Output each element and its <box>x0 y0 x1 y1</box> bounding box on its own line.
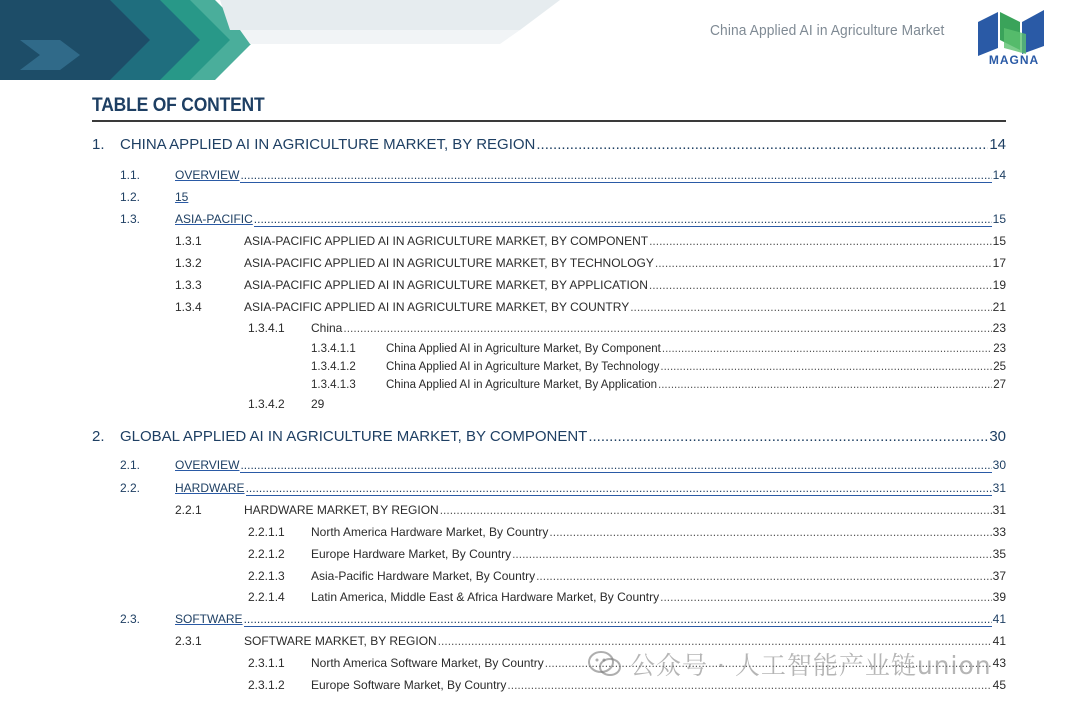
toc-entry-level-4[interactable] <box>248 569 1006 587</box>
toc-page-number: 39 <box>992 590 1006 604</box>
toc-entry-level-1[interactable] <box>92 428 1006 450</box>
toc-page-number: 17 <box>992 256 1006 270</box>
toc-entry-number: 2.2. <box>120 481 141 495</box>
toc-entry-label: ASIA-PACIFIC APPLIED AI IN AGRICULTURE MARKET, BY COMPONENT <box>244 234 649 248</box>
toc-page-number: 21 <box>992 300 1006 314</box>
toc-entry-label: ASIA-PACIFIC APPLIED AI IN AGRICULTURE MARKET, BY TECHNOLOGY <box>244 256 654 270</box>
toc-leader-dots <box>655 256 992 270</box>
toc-page-number: 15 <box>992 234 1006 248</box>
toc-entry-level-3[interactable] <box>175 234 1006 252</box>
toc-entry-number: 1.3.3 <box>175 278 202 292</box>
toc-entry-label: China Applied AI in Agriculture Market, By Component <box>386 343 661 355</box>
toc-page-number: 45 <box>992 678 1006 692</box>
toc-entry-level-4[interactable] <box>248 547 1006 565</box>
toc-page-number: 23 <box>992 321 1006 335</box>
toc-leader-dots <box>536 569 992 583</box>
toc-leader-dots <box>660 361 992 373</box>
toc-entry-number: 1.3.1 <box>175 234 202 248</box>
toc-entry-number: 1. <box>92 136 105 153</box>
toc-entry-number: 1.1. <box>120 168 141 182</box>
toc-entry-label: Europe Software Market, By Country <box>311 678 507 692</box>
toc-leader-dots <box>343 321 991 335</box>
toc-page-number: 37 <box>992 569 1006 583</box>
toc-entry-level-3[interactable] <box>175 503 1006 521</box>
toc-leader-dots <box>588 428 988 445</box>
toc-entry-number: 1.3.4.1.1 <box>311 343 356 355</box>
toc-entry-number: 1.2. <box>120 190 141 204</box>
toc-entry-label: China <box>311 321 343 335</box>
toc-entry-number: 2.1. <box>120 458 141 472</box>
toc-entry-number: 2.3.1.1 <box>248 656 285 670</box>
toc-entry-label: HARDWARE <box>175 481 245 495</box>
toc-entry-level-2[interactable] <box>120 481 1006 499</box>
toc-divider <box>92 120 1006 122</box>
header-banner <box>0 0 600 80</box>
toc-page-number: 23 <box>993 343 1006 355</box>
toc-page-number: 41 <box>992 634 1006 648</box>
toc-leader-dots <box>649 278 992 292</box>
toc-page-number: 35 <box>992 547 1006 561</box>
toc-leader-dots <box>660 590 992 604</box>
toc-leader-dots <box>549 525 991 539</box>
toc-page-number: 43 <box>992 656 1006 670</box>
toc-entry-level-3[interactable] <box>175 278 1006 296</box>
toc-entry-label: SOFTWARE MARKET, BY REGION <box>244 634 437 648</box>
toc-entry-label: Europe Hardware Market, By Country <box>311 547 512 561</box>
toc-page-number: 30 <box>992 458 1006 472</box>
toc-entry-level-3[interactable] <box>175 300 1006 318</box>
wechat-icon <box>588 650 622 678</box>
toc-entry-number: 1.3.4.2 <box>248 397 285 411</box>
toc-entry-level-4[interactable] <box>248 525 1006 543</box>
toc-entry-number: 2.2.1.2 <box>248 547 285 561</box>
toc-entry-level-5[interactable] <box>311 361 1006 377</box>
logo-text: MAGNA <box>988 53 1040 67</box>
toc-entry-number: 1.3.4 <box>175 300 202 314</box>
toc-page-number: 19 <box>992 278 1006 292</box>
toc-page-number: 33 <box>992 525 1006 539</box>
toc-entry-number: 1.3.4.1.3 <box>311 379 356 391</box>
toc-page-number: 14 <box>992 168 1006 182</box>
toc-leader-dots <box>536 136 988 153</box>
toc-entry-label: SOFTWARE <box>175 612 243 626</box>
watermark <box>588 646 992 682</box>
toc-leader-dots <box>240 458 991 473</box>
toc-page-number: 41 <box>992 612 1006 626</box>
toc-entry-label: OVERVIEW <box>175 168 240 182</box>
toc-entry-label: North America Hardware Market, By Country <box>311 525 549 539</box>
toc-entry-number: 1.3.2 <box>175 256 202 270</box>
toc-page-number: 30 <box>989 428 1006 445</box>
toc-leader-dots <box>440 503 992 517</box>
toc-entry-number: 2.2.1.4 <box>248 590 285 604</box>
toc-entry-level-2[interactable] <box>120 168 1006 186</box>
toc-entry-level-5[interactable] <box>311 379 1006 395</box>
toc-entry-label: ASIA-PACIFIC APPLIED AI IN AGRICULTURE MARKET, BY APPLICATION <box>244 278 648 292</box>
toc-entry-number: 2.3.1 <box>175 634 202 648</box>
toc-leader-dots <box>244 612 992 627</box>
toc-entry-label: HARDWARE MARKET, BY REGION <box>244 503 439 517</box>
toc-entry-label: ASIA-PACIFIC <box>175 212 253 226</box>
toc-entry-label: Asia-Pacific Hardware Market, By Country <box>311 569 536 583</box>
toc-leader-dots <box>240 168 991 183</box>
toc-entry-label: China Applied AI in Agriculture Market, By Application <box>386 379 658 391</box>
toc-leader-dots <box>649 234 992 248</box>
toc-entry-number: 1.3.4.1.2 <box>311 361 356 373</box>
toc-entry-level-5[interactable] <box>311 343 1006 359</box>
toc-entry-number: 2.2.1 <box>175 503 202 517</box>
toc-entry-number: 2.3. <box>120 612 141 626</box>
toc-heading: TABLE OF CONTENT <box>92 95 265 116</box>
toc-entry-label: ASIA-PACIFIC APPLIED AI IN AGRICULTURE MARKET, BY COUNTRY <box>244 300 630 314</box>
toc-leader-dots <box>658 379 992 391</box>
toc-leader-dots <box>662 343 992 355</box>
toc-page-number: 14 <box>989 136 1006 153</box>
toc-leader-dots <box>512 547 992 561</box>
toc-entry-label: Latin America, Middle East & Africa Hardware Market, By Country <box>311 590 660 604</box>
toc-entry-number: 2.3.1.2 <box>248 678 285 692</box>
toc-entry-number: 1.3. <box>120 212 141 226</box>
toc-entry-level-4[interactable] <box>248 397 1006 415</box>
toc-leader-dots <box>246 481 992 496</box>
toc-entry-number: 2.2.1.3 <box>248 569 285 583</box>
toc-page-number: 31 <box>992 503 1006 517</box>
toc-entry-label: North America Software Market, By Country <box>311 656 544 670</box>
toc-entry-level-3[interactable] <box>175 256 1006 274</box>
toc-entry-level-2[interactable] <box>120 612 1006 630</box>
toc-entry-label: GLOBAL APPLIED AI IN AGRICULTURE MARKET, BY COMPONENT <box>120 428 588 445</box>
toc-page-number: 27 <box>993 379 1006 391</box>
toc-leader-dots <box>630 300 991 314</box>
toc-page-number: 15 <box>992 212 1006 226</box>
toc-entry-number: 2.2.1.1 <box>248 525 285 539</box>
toc-page-number: 25 <box>993 361 1006 373</box>
toc-page-number: 31 <box>992 481 1006 495</box>
toc-entry-number: 2. <box>92 428 105 445</box>
toc-entry-label: OVERVIEW <box>175 458 240 472</box>
toc-entry-level-2[interactable] <box>120 190 1006 208</box>
toc-entry-level-4[interactable] <box>248 321 1006 339</box>
toc-entry-level-2[interactable] <box>120 212 1006 230</box>
toc-entry-label: CHINA APPLIED AI IN AGRICULTURE MARKET, BY REGION <box>120 136 536 153</box>
toc-entry-level-1[interactable] <box>92 136 1006 158</box>
toc-entry-label: 29 <box>311 397 325 411</box>
toc-entry-level-4[interactable] <box>248 590 1006 608</box>
toc-entry-label: 15 <box>175 190 189 204</box>
toc-entry-number: 1.3.4.1 <box>248 321 285 335</box>
document-title: China Applied AI in Agriculture Market <box>710 22 945 39</box>
watermark-text: 公众号 · 人工智能产业链union <box>630 651 992 680</box>
toc-entry-label: China Applied AI in Agriculture Market, By Technology <box>386 361 660 373</box>
toc-entry-level-2[interactable] <box>120 458 1006 476</box>
toc-leader-dots <box>254 212 992 227</box>
